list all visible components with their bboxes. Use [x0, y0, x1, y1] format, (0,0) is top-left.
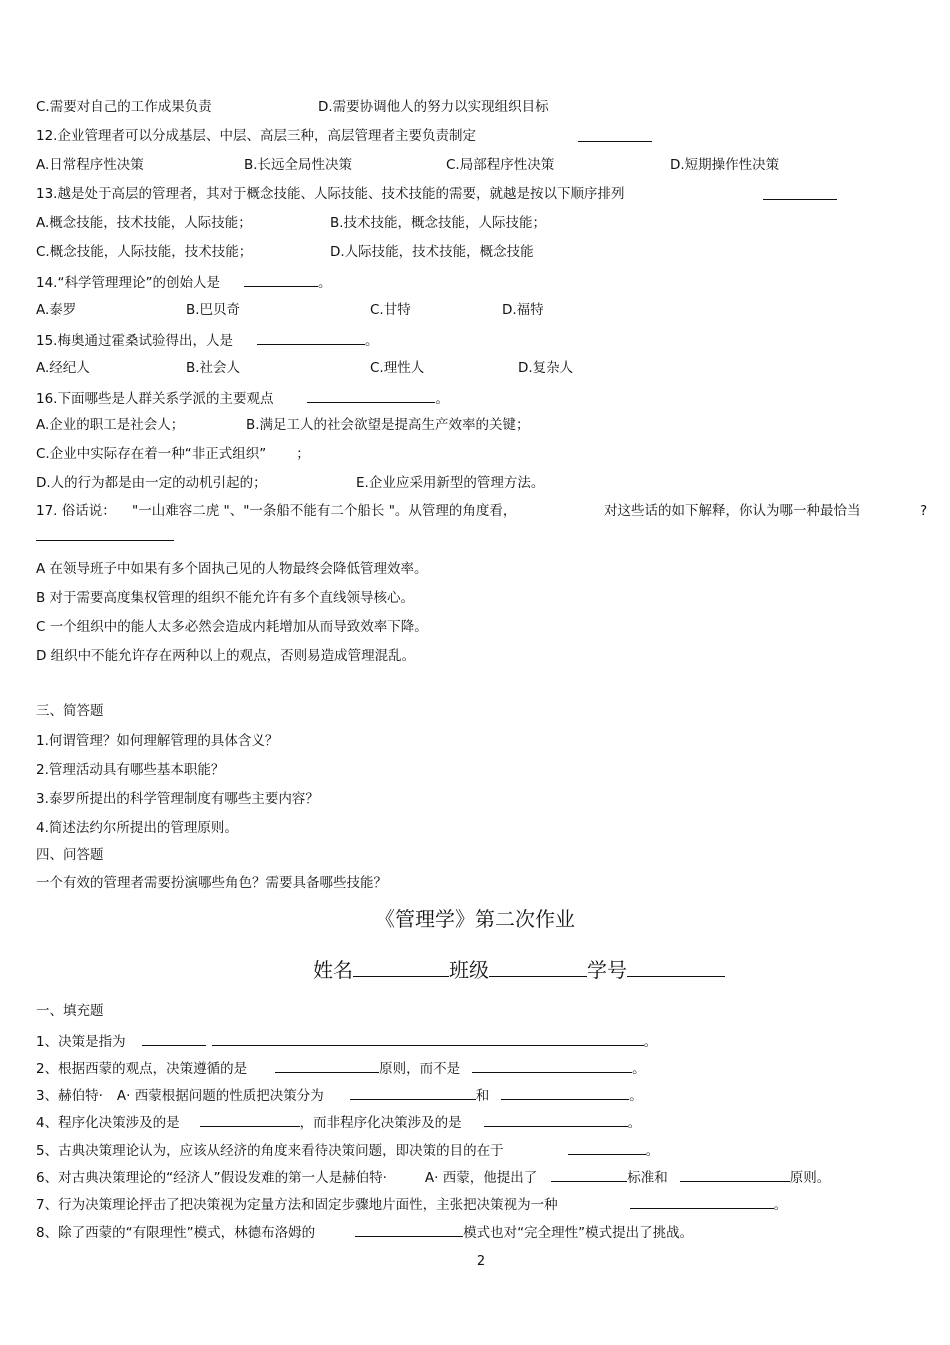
fill-q8-blank[interactable] [355, 1222, 463, 1237]
q17-stem-3: 对这些话的如下解释，你认为哪一种最恰当 [604, 503, 861, 519]
q12-option-b: B.长远全局性决策 [244, 157, 353, 173]
fill-q4-blank-2[interactable] [484, 1112, 628, 1127]
section-3-heading: 三、简答题 [36, 703, 104, 719]
q14-option-b: B.巴贝奇 [186, 302, 241, 318]
q15-option-a: A.经纪人 [36, 360, 90, 376]
fill-q2: 2、根据西蒙的观点，决策遵循的是 原则，而不是 。 [36, 1058, 646, 1078]
q13-answer-blank[interactable] [763, 185, 837, 205]
q16-option-a: A.企业的职工是社会人； [36, 417, 185, 433]
q15-option-c: C.理性人 [370, 360, 425, 376]
fill-q6-blank-1[interactable] [551, 1167, 627, 1182]
page-number: 2 [476, 1254, 486, 1269]
q13-stem: 13.越是处于高层的管理者，其对于概念技能、人际技能、技术技能的需要，就越是按以下顺序排列 [36, 186, 625, 202]
fill-q3-blank-2[interactable] [501, 1085, 629, 1100]
fill-q6-blank-2[interactable] [680, 1167, 790, 1182]
q17-option-a: A 在领导班子中如果有多个固执己见的人物最终会降低管理效率。 [36, 561, 428, 577]
fill-q8: 8、除了西蒙的“有限理性”模式，林德布洛姆的 模式也对“完全理性”模式提出了挑战。 [36, 1222, 693, 1242]
q12-option-d: D.短期操作性决策 [670, 157, 780, 173]
q14-option-c: C.甘特 [370, 302, 411, 318]
q13-option-b: B.技术技能，概念技能，人际技能； [330, 215, 547, 231]
fill-q6: 6、对古典决策理论的“经济人”假设发难的第一人是赫伯特· A· 西蒙，他提出了 标准和 原则。 [36, 1167, 830, 1187]
student-id-label: 学号 [587, 958, 627, 982]
q11-option-d: D.需要协调他人的努力以实现组织目标 [318, 99, 549, 115]
fill-q7-blank[interactable] [630, 1194, 774, 1209]
short-answer-q2: 2.管理活动具有哪些基本职能？ [36, 762, 225, 778]
fill-q3: 3、赫伯特· A· 西蒙根据问题的性质把决策分为 和 。 [36, 1085, 643, 1105]
q16-option-e: E.企业应采用新型的管理方法。 [356, 475, 545, 491]
q15-stem: 15.梅奥通过霍桑试验得出，人是 。 [36, 330, 378, 350]
student-id-field[interactable] [627, 956, 725, 977]
q12-stem: 12.企业管理者可以分成基层、中层、高层三种，高层管理者主要负责制定 [36, 128, 476, 144]
q12-option-c: C.局部程序性决策 [446, 157, 555, 173]
essay-q1: 一个有效的管理者需要扮演哪些角色？需要具备哪些技能？ [36, 875, 387, 891]
fill-q5-blank[interactable] [568, 1140, 646, 1155]
q17-option-c: C 一个组织中的能人太多必然会造成内耗增加从而导致效率下降。 [36, 619, 428, 635]
class-field[interactable] [489, 956, 587, 977]
q13-option-a: A.概念技能，技术技能，人际技能； [36, 215, 252, 231]
fill-q2-blank-2[interactable] [472, 1058, 632, 1073]
fill-q3-blank-1[interactable] [350, 1085, 476, 1100]
section-4-heading: 四、问答题 [36, 847, 104, 863]
fill-q1: 1、决策是指为 。 [36, 1031, 657, 1051]
q14-answer-blank[interactable] [244, 272, 318, 287]
fill-section-heading: 一、填充题 [36, 1003, 104, 1019]
q13-option-d: D.人际技能，技术技能，概念技能 [330, 244, 534, 260]
second-homework-title: 《管理学》第二次作业 [375, 907, 575, 931]
q17-stem-2: "一山难容二虎 "、"一条船不能有二个船长 "。从管理的角度看， [132, 503, 517, 519]
q14-option-a: A.泰罗 [36, 302, 77, 318]
fill-q4: 4、程序化决策涉及的是 ，而非程序化决策涉及的是 。 [36, 1112, 641, 1132]
student-info-line [313, 956, 725, 984]
q17-answer-blank[interactable] [36, 526, 174, 546]
q15-option-b: B.社会人 [186, 360, 241, 376]
short-answer-q4: 4.简述法约尔所提出的管理原则。 [36, 820, 238, 836]
fill-q4-blank-1[interactable] [200, 1112, 300, 1127]
q12-answer-blank[interactable] [578, 127, 652, 147]
q15-option-d: D.复杂人 [518, 360, 574, 376]
q17-option-d: D 组织中不能允许存在两种以上的观点，否则易造成管理混乱。 [36, 648, 416, 664]
short-answer-q3: 3.泰罗所提出的科学管理制度有哪些主要内容？ [36, 791, 319, 807]
fill-q1-blank[interactable] [212, 1031, 644, 1046]
q14-stem: 14.“科学管理理论”的创始人是 。 [36, 272, 331, 292]
name-field[interactable] [353, 956, 449, 977]
q16-answer-blank[interactable] [307, 388, 435, 403]
short-answer-q1: 1.何谓管理？如何理解管理的具体含义？ [36, 733, 279, 749]
q17-stem-1: 17. 俗话说： [36, 503, 116, 519]
q17-option-b: B 对于需要高度集权管理的组织不能允许有多个直线领导核心。 [36, 590, 415, 606]
q16-option-b: B.满足工人的社会欲望是提高生产效率的关键； [246, 417, 530, 433]
q14-option-d: D.福特 [502, 302, 544, 318]
fill-q2-blank-1[interactable] [275, 1058, 379, 1073]
fill-q7: 7、行为决策理论抨击了把决策视为定量方法和固定步骤地片面性，主张把决策视为一种 。 [36, 1194, 787, 1214]
q13-option-c: C.概念技能，人际技能，技术技能； [36, 244, 253, 260]
q15-answer-blank[interactable] [257, 330, 365, 345]
q16-option-c: C.企业中实际存在着一种“非正式组织” ； [36, 446, 310, 462]
q16-option-d: D.人的行为都是由一定的动机引起的； [36, 475, 267, 491]
q11-option-c: C.需要对自己的工作成果负责 [36, 99, 212, 115]
q16-stem: 16.下面哪些是人群关系学派的主要观点 。 [36, 388, 449, 408]
class-label: 班级 [449, 958, 489, 982]
q12-option-a: A.日常程序性决策 [36, 157, 144, 173]
q17-stem-4: ? [920, 503, 928, 519]
name-label: 姓名 [313, 958, 353, 982]
fill-q5: 5、古典决策理论认为，应该从经济的角度来看待决策问题，即决策的目的在于 。 [36, 1140, 659, 1160]
